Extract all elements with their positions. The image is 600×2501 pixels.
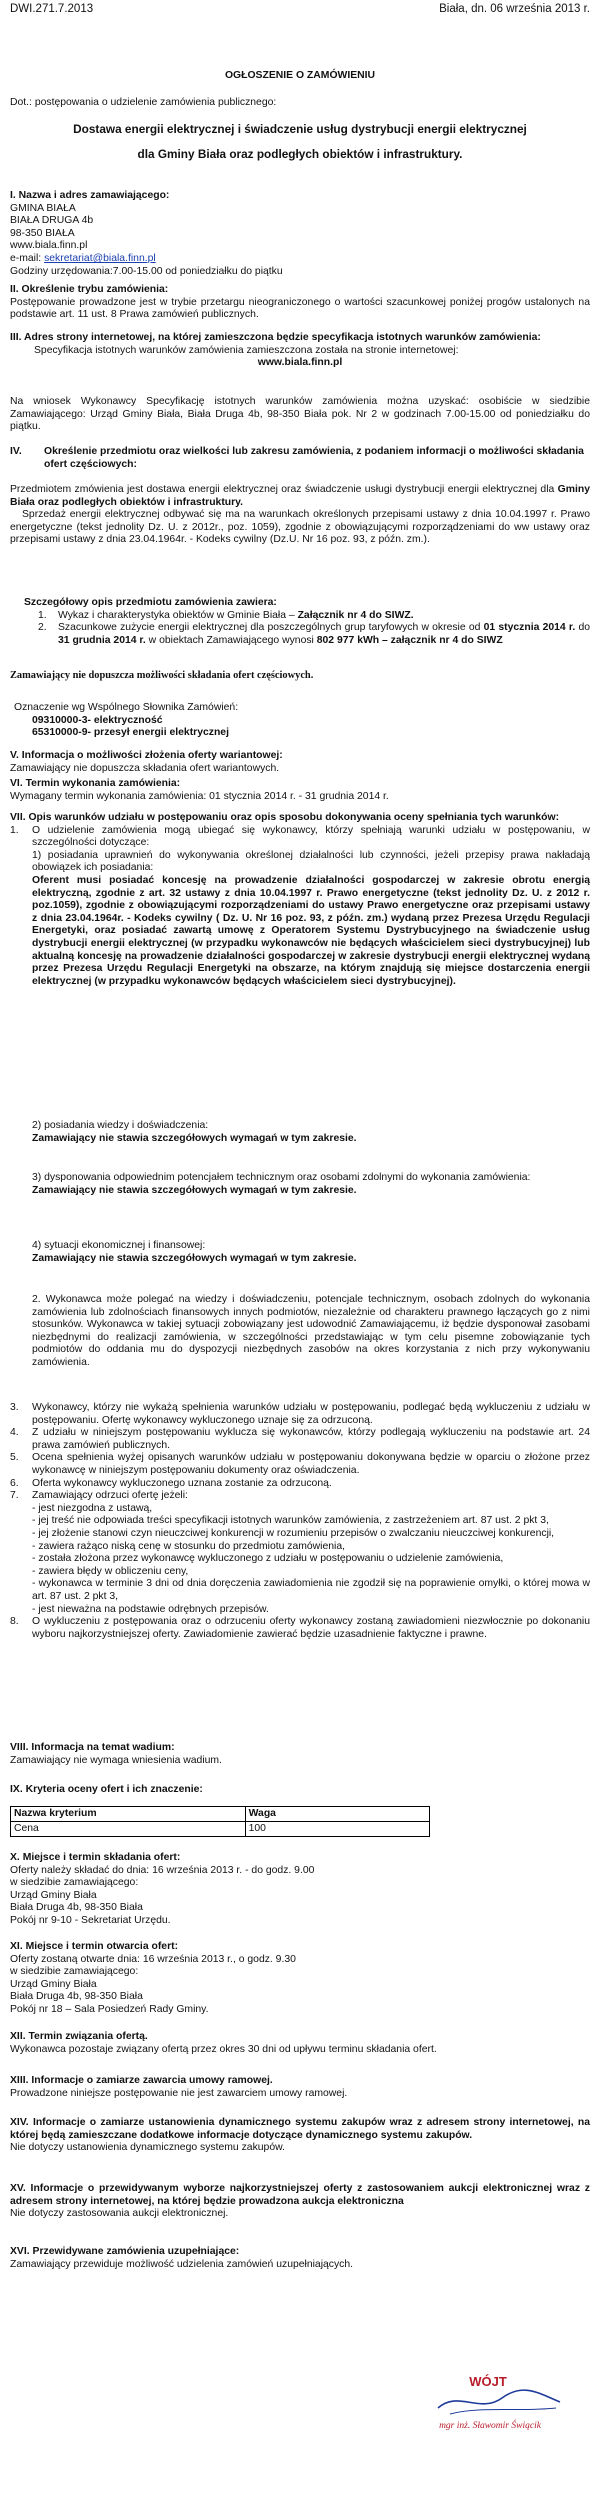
section-3-heading: III. Adres strony internetowej, na której zamieszczona będzie specyfikacja istotnych warunków zamówienia:: [10, 332, 541, 343]
rejection-reasons: [10, 1503, 590, 1616]
section-11: XI. Miejsce i termin otwarcia ofert: Oferty zostaną otwarte dnia: 16 września 2013 r., o godz. 9.30 w siedzibie zamawiającego: Urząd Gminy Biała Biała Druga 4b, 98-350 Biała Pokój nr 18 – Sala Posiedzeń Rady Gminy.: [10, 1941, 590, 2017]
table-row: Cena 100: [11, 1822, 430, 1837]
sivz-www: www.biala.finn.pl: [257, 357, 343, 369]
section-12-heading: XII. Termin związania ofertą.: [10, 2031, 148, 2042]
subject-line-2: dla Gminy Biała oraz podległych obiektów i infrastruktury.: [137, 147, 463, 161]
partial-offers-note: Zamawiający nie dopuszcza możliwości składania ofert częściowych.: [10, 670, 314, 681]
section-3-text-2: Na wniosek Wykonawcy Specyfikację istotnych warunków zamówienia można uzyskać: osobiście w siedzibie Zamawiającego: Urząd Gminy Biała, Biała Druga 4b, 98-350 Biała pok. Nr 2 w godzinach 7.00-15.00 od poniedziałku do piątku.: [10, 396, 590, 433]
detail-heading: Szczegółowy opis przedmiotu zamówienia zawiera:: [24, 597, 277, 608]
list-item: - jest niezgodna z ustawą,: [32, 1502, 153, 1514]
section-5-text: Zamawiający nie dopuszcza składania ofert wariantowych.: [10, 762, 280, 774]
section-7: [10, 812, 590, 988]
condition-7: 7. Zamawiający odrzuci ofertę jeżeli:: [10, 1490, 188, 1502]
section-4-body: [10, 484, 590, 547]
criteria-table: [10, 1806, 430, 1837]
detail-item-2: 2. Szacunkowe zużycie energii elektrycznej dla poszczególnych grup taryfowych w okresie od 01 stycznia 2014 r. do 31 grudnia 2014 r. w obiektach Zamawiającego wynosi 802 977 kWh – załącznik nr 4 do SIWZ: [38, 622, 591, 646]
subject-line-1: Dostawa energii elektrycznej i świadczenie usług dystrybucji energii elektrycznej: [73, 122, 527, 136]
section-2: [10, 284, 590, 322]
section-14-heading: XIV. Informacje o zamiarze ustanowienia dynamicznego systemu zakupów wraz z adresem strony internetowej, na której będą zamieszczane dodatkowe informacje dotyczące dynamicznego systemu zakupów.: [10, 2117, 590, 2141]
list-item: - została złożona przez wykonawcę wykluczonego z udziału w postępowaniu o udzielenie zamówienia,: [32, 1553, 504, 1565]
org-email-line: e-mail: sekretariat@biala.finn.pl: [10, 252, 156, 264]
condition-1-details: 1) posiadania uprawnień do wykonywania określonej działalności lub czynności, jeżeli przepisy prawa nakładają obowiązek ich posiadania: Oferent musi posiadać koncesję na prowadzenie działalności gospodarczej w zakresie obrotu energią elektryczną, zgodnie z art. 32 ustawy z dnia 10.04.1997 r. Prawo energetyczne (tekst jednolity Dz. U. z 2012 r. poz.1059), zgodnie z obowiązującymi rozporządzeniami do ustawy Prawo energetyczne oraz przepisami ustawy z dnia 23.04.1964r. - Kodeks cywilny ( Dz. U. Nr 16 poz. 93, z późn. zm.) wydaną przez Prezesa Urzędu Regulacji Energetyki, oraz posiadać zawartą umowę z Operatorem Systemu Dystrybucyjnego na świadczenie usług dystrybucji energii elektrycznej (w przypadku wykonawców nie będących właścicielem sieci dystrybucyjnej) lub aktualną koncesję na prowadzenie działalności gospodarczej w zakresie dystrybucji energii elektrycznej wydaną przez Prezesa Urzędu Regulacji Energetyki na obszarze, na którym znajdują się miejsce dostarczenia energii elektrycznej (w przypadku wykonawców będących właścicielem sieci dystrybucyjnej).: [32, 849, 590, 987]
section-15-heading: XV. Informacje o przewidywanym wyborze najkorzystniejszej oferty z zastosowaniem aukcji elektronicznej wraz z adresem strony internetowej, na której będzie prowadzona aukcja elektroniczna: [10, 2183, 590, 2207]
concerns-line: Dot.: postępowania o udzielenie zamówienia publicznego:: [10, 97, 277, 108]
conditions-3-8: [10, 1402, 590, 1641]
org-street: BIAŁA DRUGA 4b: [10, 215, 94, 227]
section-8: [10, 1742, 590, 1767]
condition-8: 8. O wykluczeniu z postępowania oraz o odrzuceniu oferty wykonawcy zostaną zawiadomieni niezwłocznie po dokonaniu wyboru najkorzystniejszej oferty. Zawiadomienie zawierać będzie uzasadnienie faktyczne i prawne.: [10, 1616, 590, 1640]
subject-description: Przedmiotem zmówienia jest dostawa energii elektrycznej oraz świadczenie usługi dystrybucji energii elektrycznej dla Gminy Biała oraz podległych obiektów i infrastruktury.: [10, 484, 590, 508]
handwritten-signature: [438, 2390, 560, 2408]
section-7-heading: VII. Opis warunków udziału w postępowaniu oraz opis sposobu dokonywania oceny spełniania tych warunków:: [10, 812, 560, 823]
signature-graphic: [410, 2368, 580, 2438]
section-3-text: Specyfikacja istotnych warunków zamówienia zamieszczona została na stronie internetowej:: [34, 344, 459, 356]
email-link[interactable]: sekretariat@biala.finn.pl: [44, 252, 156, 264]
org-www: www.biala.finn.pl: [10, 240, 88, 252]
section-6-heading: VI. Termin wykonania zamówienia:: [10, 778, 181, 789]
section-4-detail: [10, 597, 590, 647]
condition-knowledge: 2) posiadania wiedzy i doświadczenia: Zamawiający nie stawia szczegółowych wymagań w tym zakresie.: [32, 1120, 357, 1144]
section-1-heading: I. Nazwa i adres zamawiającego:: [10, 190, 170, 201]
signature-stamp: [410, 2368, 580, 2438]
section-6-text: Wymagany termin wykonania zamówienia: 01 stycznia 2014 r. - 31 grudnia 2014 r.: [10, 790, 389, 802]
table-header-row: [11, 1807, 430, 1822]
section-14: XIV. Informacje o zamiarze ustanowienia dynamicznego systemu zakupów wraz z adresem strony internetowej, na której będą zamieszczane dodatkowe informacje dotyczące dynamicznego systemu zakupów. Nie dotyczy ustanowienia dynamicznego systemu zakupów.: [10, 2117, 590, 2154]
section-10-heading: X. Miejsce i termin składania ofert:: [10, 1852, 181, 1863]
section-12: XII. Termin związania ofertą. Wykonawca pozostaje związany ofertą przez okres 30 dni od upływu terminu składania ofert.: [10, 2031, 590, 2056]
list-item: - wykonawca w terminie 3 dni od dnia doręczenia zawiadomienia nie zgodził się na poprawienie omyłki, o której mowa w art. 87 ust. 2 pkt 3,: [32, 1578, 590, 1602]
condition-technical: 3) dysponowania odpowiednim potencjałem technicznym oraz osobami zdolnymi do wykonania zamówienia: Zamawiający nie stawia szczegółowych wymagań w tym zakresie.: [32, 1172, 531, 1196]
section-13: XIII. Informacje o zamiarze zawarcia umowy ramowej. Prowadzone niniejsze postępowanie nie jest zawarciem umowy ramowej.: [10, 2075, 590, 2100]
section-5: [10, 750, 590, 775]
list-item: - jej złożenie stanowi czyn nieuczciwej konkurencji w rozumieniu przepisów o zwalczaniu nieuczciwej konkurencji,: [32, 1527, 555, 1539]
section-11-heading: XI. Miejsce i termin otwarcia ofert:: [10, 1941, 179, 1952]
cpv-code-2: 65310000-9- przesył energii elektrycznej: [32, 727, 229, 739]
cpv-label: Oznaczenie wg Wspólnego Słownika Zamówień:: [14, 702, 239, 713]
section-16: XVI. Przewidywane zamówienia uzupełniające: Zamawiający przewiduje możliwość udzielenia zamówień uzupełniających.: [10, 2246, 590, 2271]
section-2-heading: II. Określenie trybu zamówienia:: [10, 284, 169, 295]
cpv-block: [10, 702, 590, 740]
condition-6: 6. Oferta wykonawcy wykluczonego uznana zostanie za odrzuconą.: [10, 1477, 332, 1489]
legal-basis: Sprzedaż energii elektrycznej odbywać się ma na warunkach określonych przepisami ustawy z dnia 10.04.1997 r. Prawo energetyczne (tekst jednolity Dz. U. z 2012r., poz. 1059), zgodnie z obowiązującymi rozporządzeniami do ww ustawy oraz przepisami ustawy z dnia 23.04.1964r. - Kodeks cywilny (Dz.U. Nr 16 poz. 93, z późn. zm.).: [10, 509, 590, 546]
condition-3: 3. Wykonawcy, którzy nie wykażą spełnienia warunków udziału w postępowaniu, podlegać będą wykluczeniu z udziału w postępowaniu. Ofertę wykonawcy wykluczonego uznaje się za odrzuconą.: [10, 1402, 590, 1426]
org-city: 98-350 BIAŁA: [10, 227, 75, 239]
section-5-heading: V. Informacja o możliwości złożenia oferty wariantowej:: [10, 750, 283, 761]
section-13-heading: XIII. Informacje o zamiarze zawarcia umowy ramowej.: [10, 2075, 273, 2086]
list-item: - jest nieważna na podstawie odrębnych przepisów.: [32, 1603, 269, 1615]
office-hours: Godziny urzędowania:7.00-15.00 od poniedziałku do piątku: [10, 265, 283, 277]
section-15: XV. Informacje o przewidywanym wyborze najkorzystniejszej oferty z zastosowaniem aukcji elektronicznej wraz z adresem strony internetowej, na której będzie prowadzona aukcja elektroniczna Nie dotyczy zastosowania aukcji elektronicznej.: [10, 2183, 590, 2220]
section-1: [10, 190, 590, 278]
col-criterion: Nazwa kryterium: [11, 1807, 246, 1822]
stamp-title: WÓJT: [469, 2374, 507, 2389]
org-name: GMINA BIAŁA: [10, 202, 76, 214]
list-item: - zawiera rażąco niską cenę w stosunku do przedmiotu zamówienia,: [32, 1540, 346, 1552]
col-weight: Waga: [245, 1807, 429, 1822]
concession-requirement: Oferent musi posiadać koncesję na prowadzenie działalności gospodarczej w zakresie obrotu energią elektryczną, zgodnie z art. 32 ustawy z dnia 10.04.1997 r. Prawo energetyczne (tekst jednolity Dz. U. z 2012 r. poz.1059), zgodnie z obowiązującymi rozporządzeniami do ustawy Prawo energetyczne oraz przepisami ustawy z dnia 23.04.1964r. - Kodeks cywilny ( Dz. U. Nr 16 poz. 93, z późn. zm.) wydaną przez Prezesa Urzędu Regulacji Energetyki, oraz posiadać zawartą umowę z Operatorem Systemu Dystrybucyjnego na świadczenie usług dystrybucji energii elektrycznej (w przypadku wykonawców nie będących właścicielem sieci dystrybucyjnej) lub aktualną koncesję na prowadzenie działalności gospodarczej w zakresie dystrybucji energii elektrycznej wydaną przez Prezesa Urzędu Regulacji Energetyki na obszarze, na którym znajdują się miejsce dostarczenia energii elektrycznej (w przypadku wykonawców będących właścicielem sieci dystrybucyjnej).: [32, 874, 590, 987]
condition-5: 5. Ocena spełnienia wyżej opisanych warunków udziału w postępowaniu dokonywana będzie w oparciu o złożone przez wykonawcę w niniejszym postępowaniu dokumenty oraz oświadczenia.: [10, 1452, 590, 1476]
reference-number: DWI.271.7.2013: [10, 3, 94, 15]
header: [10, 3, 590, 16]
section-16-heading: XVI. Przewidywane zamówienia uzupełniające:: [10, 2246, 240, 2257]
section-9-heading: IX. Kryteria oceny ofert i ich znaczenie:: [10, 1784, 203, 1795]
cpv-code-1: 09310000-3- elektryczność: [32, 714, 163, 726]
section-10: X. Miejsce i termin składania ofert: Oferty należy składać do dnia: 16 września 2013 r. - do godz. 9.00 w siedzibie zamawiającego: Urząd Gminy Biała Biała Druga 4b, 98-350 Biała Pokój nr 9-10 - Sekretariat Urzędu.: [10, 1852, 590, 1928]
section-8-text: Zamawiający nie wymaga wniesienia wadium.: [10, 1754, 222, 1766]
condition-2: 2. Wykonawca może polegać na wiedzy i doświadczeniu, potencjale technicznym, osobach zdolnych do wykonania zamówienia lub zdolnościach finansowych innych podmiotów, niezależnie od charakteru prawnego łączących go z nimi stosunków. Wykonawca w takiej sytuacji zobowiązany jest udowodnić Zamawiającemu, iż będzie dysponował zasobami niezbędnymi do realizacji zamówienia, w szczególności przedstawiając w tym celu pisemne zobowiązanie tych podmiotów do oddania mu do dyspozycji niezbędnych zasobów na okres korzystania z nich przy wykonywaniu zamówienia.: [32, 1294, 590, 1368]
section-2-text: Postępowanie prowadzone jest w trybie przetargu nieograniczonego o wartości szacunkowej poniżej progów ustalonych na podstawie art. 11 ust. 8 Prawa zamówień publicznych.: [10, 296, 590, 321]
condition-4: 4. Z udziału w niniejszym postępowaniu wyklucza się wykonawców, którzy podlegają wykluczeniu na podstawie art. 24 prawa zamówień publicznych.: [10, 1427, 590, 1451]
section-6: [10, 778, 590, 803]
list-item: - zawiera błędy w obliczeniu ceny,: [32, 1565, 189, 1577]
page-title: OGŁOSZENIE O ZAMÓWIENIU: [224, 70, 376, 81]
detail-item-1: 1. Wykaz i charakterystyka obiektów w Gminie Biała – Załącznik nr 4 do SIWZ.: [38, 609, 414, 621]
condition-financial: 4) sytuacji ekonomicznej i finansowej: Zamawiający nie stawia szczegółowych wymagań w tym zakresie.: [32, 1240, 357, 1264]
stamp-name: mgr inż. Sławomir Świącik: [439, 2421, 541, 2431]
condition-1: 1. O udzielenie zamówienia mogą ubiegać się wykonawcy, którzy spełniają warunki udziału w postępowaniu, w szczególności dotyczące:: [10, 824, 590, 849]
section-8-heading: VIII. Informacja na temat wadium:: [10, 1742, 175, 1753]
place-date: Biała, dn. 06 września 2013 r.: [439, 3, 590, 15]
section-3: [10, 332, 590, 370]
list-item: - jej treść nie odpowiada treści specyfikacji istotnych warunków zamówienia, z zastrzeżeniem art. 87 ust. 2 pkt 3,: [32, 1515, 549, 1527]
section-4-heading: IV. Określenie przedmiotu oraz wielkości lub zakresu zamówienia, z podaniem informacji o możliwości składania ofert częściowych:: [10, 446, 584, 470]
